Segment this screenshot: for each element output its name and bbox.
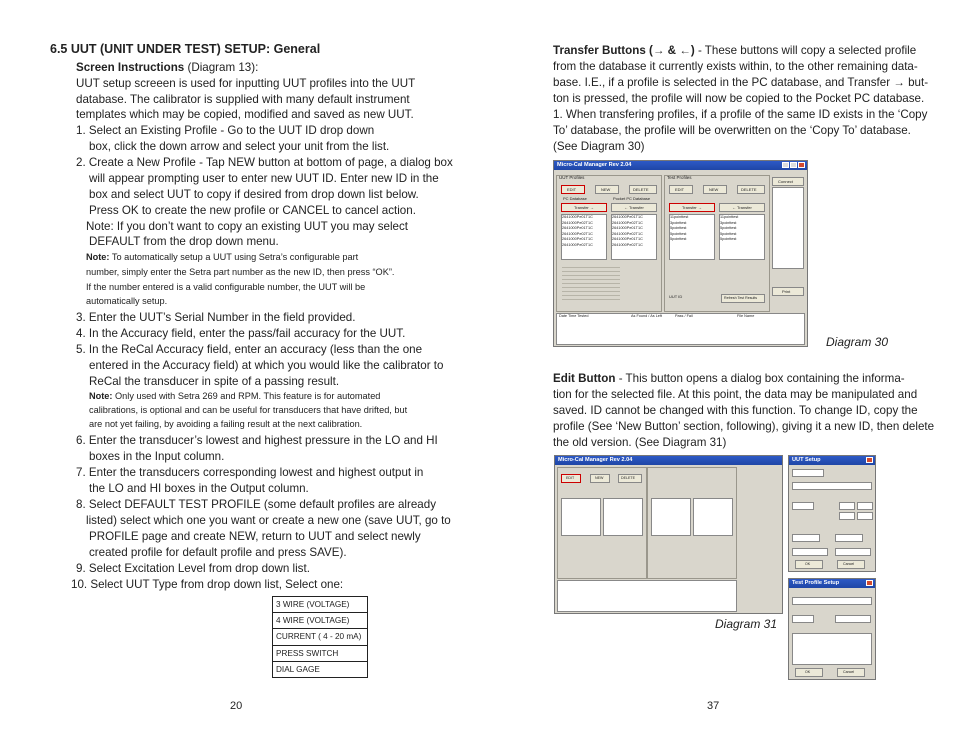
step-2-line-6: DEFAULT from the drop down menu.: [89, 235, 279, 248]
uut-type-press-switch: PRESS SWITCH: [273, 645, 368, 661]
edit-line-5: the old version. (See Diagram 31): [553, 436, 727, 449]
note-2-line-3: are not yet failing, by avoiding a failing result at the next calibration.: [89, 419, 363, 429]
input-lo-field[interactable]: [839, 502, 855, 510]
note-1-line-4: automatically setup.: [86, 296, 168, 306]
pc-uut-list[interactable]: 2641000Pe01T1C 2641000Pe02T1C 2641000Pe01T1C 2641000Pe02T1C 2641000Pe01T1C 2641000Pe02T1C: [561, 214, 607, 260]
diagram-30-screenshot: [553, 160, 808, 347]
step-5-line-3: ReCal the transducer in spite of a passing result.: [89, 375, 340, 388]
ok-button-2[interactable]: OK: [795, 668, 823, 677]
section-heading: 6.5 UUT (UNIT UNDER TEST) SETUP: General: [50, 42, 321, 56]
edit-line-2: tion for the selected file. At this point, the data may be manipulated and: [553, 388, 918, 401]
transfer-line-7: (See Diagram 30): [553, 140, 645, 153]
pocket-uut-list[interactable]: 2641000Pe01T1C 2641000Pe02T1C 2641000Pe01T1C 2641000Pe02T1C 2641000Pe01T1C 2641000Pe02T1C: [611, 214, 657, 260]
step-8-line-1: 8. Select DEFAULT TEST PROFILE (some default profiles are already: [76, 498, 436, 511]
close-icon: [866, 580, 873, 586]
ok-button[interactable]: OK: [795, 560, 823, 569]
edit-button[interactable]: EDIT: [561, 185, 585, 194]
uut-type-current: CURRENT ( 4 - 20 mA): [273, 629, 368, 645]
transfer-line-6: To’ database, the profile will be overwritten on the ‘Copy To’ database.: [553, 124, 911, 137]
page-number-right: 37: [707, 700, 720, 712]
uut-setup-dialog: UUT Setup OK Cancel: [788, 455, 876, 572]
window-titlebar: Micro-Cal Manager Rev 2.04: [554, 161, 807, 170]
uut-profiles-group: UUT Profiles EDIT NEW DELETE PC Database Pocket PC Database Transfer → ← Transfer 2641000Pe01T1C 2641000Pe02T1C 2641000Pe01T1C 2641000Pe02T1C 2641000Pe01T1C 2641000Pe02T1C 2641000Pe01T1C 2641000Pe02T1C 2641000Pe01T1C 2641000Pe02T1C 2641000Pe01T1C 2641000Pe02T1C: [556, 175, 662, 312]
uut-profiles-group-31: [557, 467, 647, 579]
cancel-button-2[interactable]: Cancel: [837, 668, 865, 677]
step-6-line-2: boxes in the Input column.: [89, 450, 225, 463]
test-profile-setup-dialog: Test Profile Setup OK Cancel: [788, 578, 876, 680]
uut-type-4-wire: 4 WIRE (VOLTAGE): [273, 613, 368, 629]
step-5-line-2: entered in the Accuracy field) at which you would like the calibrator to: [89, 359, 444, 372]
test-transfer-right-button[interactable]: Transfer →: [669, 203, 715, 212]
refresh-results-button[interactable]: Refresh Test Results: [721, 294, 765, 303]
pc-test-list[interactable]: 11pointtest 3pointtest 5pointtest 5pointtest 5pointtest: [669, 214, 715, 260]
transfer-line-2: from the database it currently exists within, to the other remaining data-: [553, 60, 918, 73]
test-list-31b[interactable]: [693, 498, 733, 536]
step-2-line-3: box and select UUT to copy if desired from drop down list below.: [89, 188, 419, 201]
step-6-line-1: 6. Enter the transducer’s lowest and highest pressure in the LO and HI: [76, 434, 438, 447]
step-1-line-1: 1. Select an Existing Profile - Go to the UUT ID drop down: [76, 124, 375, 137]
step-2-line-5: Note: If you don’t want to copy an existing UUT you may select: [86, 220, 408, 233]
note-1-line-3: If the number entered is a valid configurable number, the UUT will be: [86, 282, 366, 292]
screen-instructions: Screen Instructions (Diagram 13):: [76, 61, 259, 74]
caption-diagram-31: Diagram 31: [715, 617, 778, 631]
num-test-points-field[interactable]: [792, 615, 814, 623]
right-page: [477, 0, 954, 738]
transfer-left-button[interactable]: ← Transfer: [611, 203, 657, 212]
pocket-test-list[interactable]: 11pointtest 3pointtest 5pointtest 5pointtest 5pointtest: [719, 214, 765, 260]
caption-diagram-30: Diagram 30: [826, 335, 889, 349]
edit-button-31[interactable]: EDIT: [561, 474, 581, 483]
results-table: Date Time Tested As Found / As Left Pass / Fail File Name: [556, 313, 805, 345]
step-8-line-2: listed) select which one you want or create a new one (save UUT, go to: [86, 514, 451, 527]
page-number-left: 20: [230, 700, 243, 712]
uut-type-select[interactable]: [835, 548, 871, 556]
serial-field[interactable]: [792, 482, 872, 490]
test-transfer-left-button[interactable]: ← Transfer: [719, 203, 765, 212]
intro-line-2: database. The calibrator is supplied with many default instrument: [76, 93, 410, 106]
status-log: [772, 187, 804, 269]
profile-id-field[interactable]: [792, 597, 872, 605]
edit-line-1: Edit Button - This button opens a dialog box containing the informa-: [553, 372, 905, 385]
close-icon: [866, 457, 873, 463]
transfer-line-4: ton is pressed, the profile will now be copied to the Pocket PC database.: [553, 92, 925, 105]
results-table-31: [557, 580, 737, 612]
step-4: 4. In the Accuracy field, enter the pass/fail accuracy for the UUT.: [76, 327, 406, 340]
profile-type-select[interactable]: [835, 615, 871, 623]
close-icon: [798, 162, 805, 168]
note-1-line-1: Note: To automatically setup a UUT using Setra’s configurable part: [86, 252, 359, 262]
step-1-line-2: box, click the down arrow and select your unit from the list.: [89, 140, 390, 153]
test-profiles-group-31: [647, 467, 737, 579]
print-button[interactable]: Print: [772, 287, 804, 296]
minimize-icon: [782, 162, 789, 168]
delete-button[interactable]: DELETE: [629, 185, 657, 194]
intro-line-3: templates which may be copied, modified and saved as new UUT.: [76, 108, 414, 121]
test-profiles-group: Test Profiles EDIT NEW DELETE Transfer → ← Transfer 11pointtest 3pointtest 5pointtest 5pointtest 5pointtest 11pointtest 3pointtest 5pointtest 5pointtest 5pointtest UUT ID Refresh Test Results: [664, 175, 770, 312]
diagram-31-screenshot: [554, 455, 783, 614]
note-2-line-1: Note: Only used with Setra 269 and RPM. This feature is for automated: [89, 391, 381, 401]
uut-type-dial-gage: DIAL GAGE: [273, 661, 368, 677]
step-9: 9. Select Excitation Level from drop down list.: [76, 562, 310, 575]
new-button-31[interactable]: NEW: [590, 474, 610, 483]
uut-type-3-wire: 3 WIRE (VOLTAGE): [273, 597, 368, 613]
input-hi-field[interactable]: [839, 512, 855, 520]
test-delete-button[interactable]: DELETE: [737, 185, 765, 194]
new-button[interactable]: NEW: [595, 185, 619, 194]
accuracy-field[interactable]: [792, 502, 814, 510]
output-hi-field[interactable]: [857, 512, 873, 520]
pc-list-31[interactable]: [561, 498, 601, 536]
maximize-icon: [790, 162, 797, 168]
transfer-line-5: 1. When transfering profiles, if a profile of the same ID exists in the ‘Copy: [553, 108, 928, 121]
connect-button[interactable]: Connect: [772, 177, 804, 186]
step-8-line-3: PROFILE page and create NEW, return to UUT and select newly: [89, 530, 421, 543]
test-list-31[interactable]: [651, 498, 691, 536]
transfer-line-3: base. I.E., if a profile is selected in the PC database, and Transfer → but-: [553, 76, 929, 89]
note-2-line-2: calibrations, is optional and can be useful for transducers that have drifted, but: [89, 405, 408, 415]
step-10: 10. Select UUT Type from drop down list, Select one:: [71, 578, 344, 591]
step-7-line-2: the LO and HI boxes in the Output column.: [89, 482, 309, 495]
output-lo-field[interactable]: [857, 502, 873, 510]
transfer-right-button[interactable]: Transfer →: [561, 203, 607, 212]
note-1-line-2: number, simply enter the Setra part number as the new ID, then press “OK”.: [86, 267, 395, 277]
test-edit-button[interactable]: EDIT: [669, 185, 693, 194]
test-point-grid[interactable]: [792, 633, 872, 665]
step-7-line-1: 7. Enter the transducers corresponding lowest and highest output in: [76, 466, 424, 479]
step-8-line-4: created profile for default profile and press SAVE).: [89, 546, 347, 559]
delete-button-31[interactable]: DELETE: [618, 474, 642, 483]
recal-field[interactable]: [792, 534, 820, 542]
pocket-list-31[interactable]: [603, 498, 643, 536]
intro-line-1: UUT setup screeen is used for inputting UUT profiles into the UUT: [76, 77, 416, 90]
step-3: 3. Enter the UUT’s Serial Number in the field provided.: [76, 311, 356, 324]
window-titlebar-31: Micro-Cal Manager Rev 2.04: [555, 456, 782, 465]
edit-line-3: saved. ID cannot be changed with this function. To change ID, copy the: [553, 404, 918, 417]
transfer-line-1: Transfer Buttons (→ & ←) - These buttons will copy a selected profile: [553, 44, 917, 57]
step-2-line-1: 2. Create a New Profile - Tap NEW button at bottom of page, a dialog box: [76, 156, 453, 169]
uut-id-field[interactable]: [792, 469, 824, 477]
edit-line-4: profile (See ‘New Button’ section, following), giving it a new ID, then delete: [553, 420, 935, 433]
step-2-line-2: will appear prompting user to enter new UUT ID. Enter new ID in the: [89, 172, 439, 185]
excitation-select[interactable]: [792, 548, 828, 556]
uut-type-table: [272, 596, 368, 678]
step-5-line-1: 5. In the ReCal Accuracy field, enter an accuracy (less than the one: [76, 343, 423, 356]
step-2-line-4: Press OK to create the new profile or CANCEL to cancel action.: [89, 204, 416, 217]
test-new-button[interactable]: NEW: [703, 185, 727, 194]
cancel-button[interactable]: Cancel: [837, 560, 865, 569]
max-leak-field[interactable]: [835, 534, 863, 542]
